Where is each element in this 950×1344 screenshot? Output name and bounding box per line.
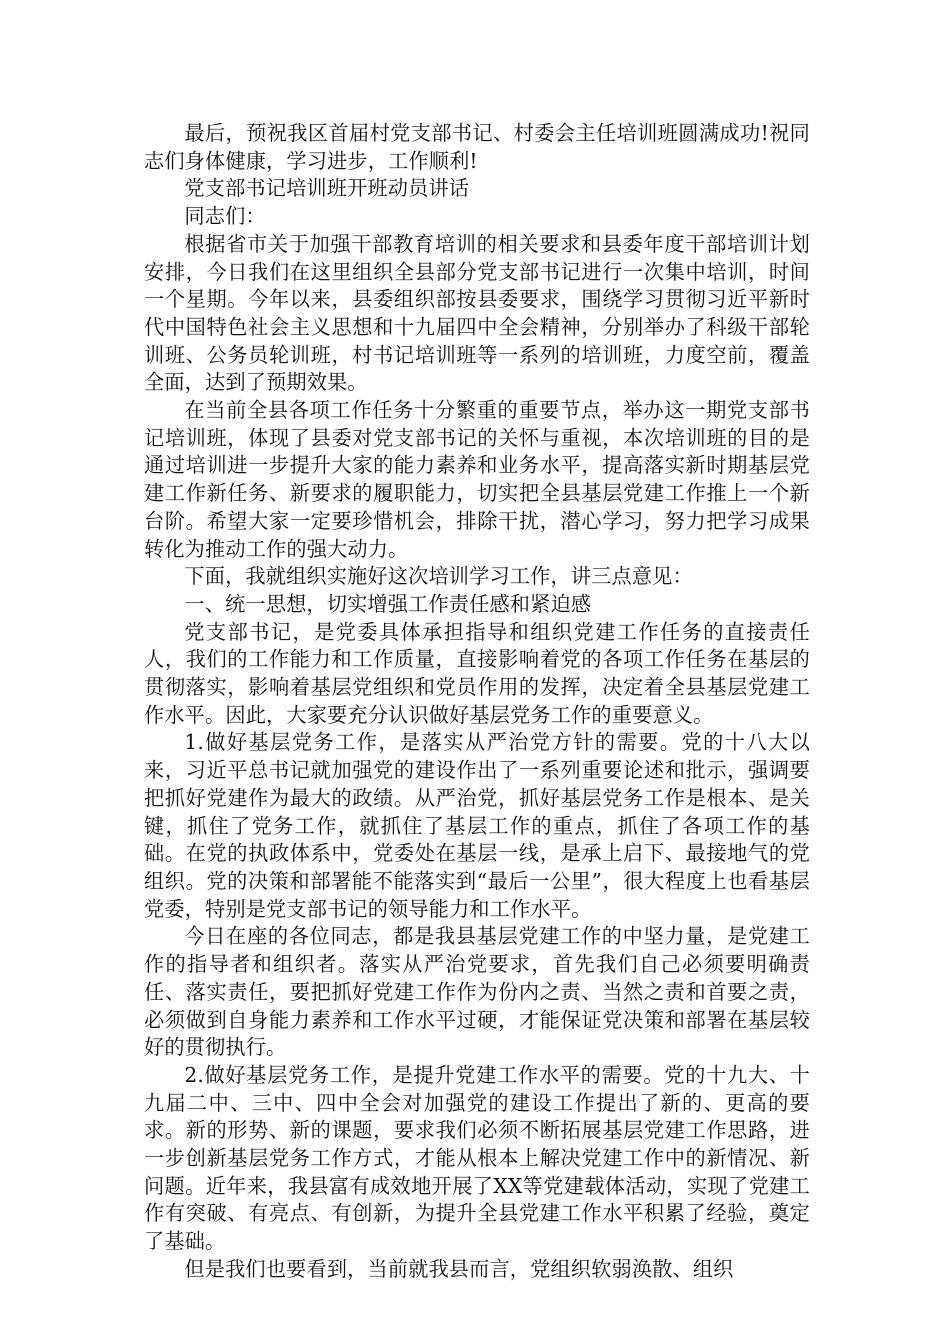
speech-title: 党支部书记培训班开班动员讲话 (184, 176, 470, 201)
closing-paragraph: 最后，预祝我区首届村党支部书记、村委会主任培训班圆满成功!祝同志们身体健康，学习进步，工作顺利! (144, 121, 810, 173)
body-paragraph: 根据省市关于加强干部教育培训的相关要求和县委年度干部培训计划安排，今日我们在这里组织全县部分党支部书记进行一次集中培训，时间一个星期。今年以来，县委组织部按县委要求，围绕学习贯彻习近平新时代中国特色社会主义思想和十九届四中全会精神，分别举办了科级干部轮训班、公务员轮训班，村书记培训班等一系列的培训班，力度空前，覆盖全面，达到了预期效果。 (144, 231, 810, 395)
document-page (144, 120, 810, 1284)
body-paragraph: 下面，我就组织实施好这次培训学习工作，讲三点意见： (184, 564, 693, 589)
salutation: 同志们： (184, 204, 266, 229)
body-paragraph: 但是我们也要看到，当前就我县而言，党组织软弱涣散、组织 (184, 1256, 734, 1281)
body-paragraph: 2.做好基层党务工作，是提升党建工作水平的需要。党的十九大、十九届二中、三中、四中全会对加强党的建设工作提出了新的、更高的要求。新的形势、新的课题，要求我们必须不断拓展基层党建工作思路，进一步创新基层党务工作方式，才能从根本上解决党建工作中的新情况、新问题。近年来，我县富有成效地开展了XX等党建载体活动，实现了党建工作有突破、有亮点、有创新，为提升全县党建工作水平积累了经验，奠定了基础。 (144, 1062, 810, 1254)
body-paragraph: 党支部书记，是党委具体承担指导和组织党建工作任务的直接责任人，我们的工作能力和工作质量，直接影响着党的各项工作任务在基层的贯彻落实，影响着基层党组织和党员作用的发挥，决定着全县基层党建工作水平。因此，大家要充分认识做好基层党务工作的重要意义。 (144, 619, 810, 727)
body-paragraph: 今日在座的各位同志，都是我县基层党建工作的中坚力量，是党建工作的指导者和组织者。落实从严治党要求，首先我们自己必须要明确责任、落实责任，要把抓好党建工作作为份内之责、当然之责和首要之责，必须做到自身能力素养和工作水平过硬，才能保证党决策和部署在基层较好的贯彻执行。 (144, 924, 810, 1060)
body-paragraph: 在当前全县各项工作任务十分繁重的重要节点，举办这一期党支部书记培训班，体现了县委对党支部书记的关怀与重视，本次培训班的目的是通过培训进一步提升大家的能力素养和业务水平，提高落实新时期基层党建工作新任务、新要求的履职能力，切实把全县基层党建工作推上一个新台阶。希望大家一定要珍惜机会，排除干扰，潜心学习，努力把学习成果转化为推动工作的强大动力。 (144, 398, 810, 561)
body-paragraph: 1.做好基层党务工作，是落实从严治党方针的需要。党的十八大以来，习近平总书记就加强党的建设作出了一系列重要论述和批示，强调要把抓好党建作为最大的政绩。从严治党，抓好基层党务工作是根本、是关键，抓住了党务工作，就抓住了基层工作的重点，抓住了各项工作的基础。在党的执政体系中，党委处在基层一线，是承上启下、最接地气的党组织。党的决策和部署能不能落实到“最后一公里”，很大程度上也看基层党委，特别是党支部书记的领导能力和工作水平。 (144, 730, 810, 921)
section-heading: 一、统一思想，切实增强工作责任感和紧迫感 (184, 591, 592, 616)
